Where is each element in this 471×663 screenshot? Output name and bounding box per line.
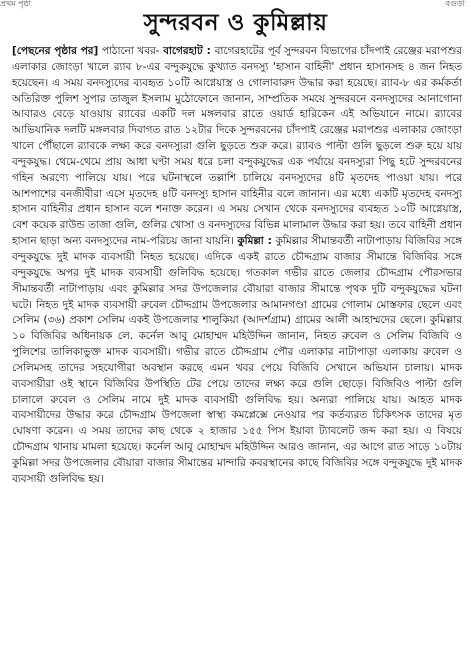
paragraph-text: বাগেরহাটের পূর্ব সুন্দরবন বিভাগের চাঁদপাই রেঞ্জের মরাপশুর এলাকার জোংড়া খালে র‌্যাব ৮-এর বন্দুকযুদ্ধে কুখ্যাত বনদস্যু 'হাসান বাহিনী' প্রধান হাসানসহ ৪ জন নিহত হয়েছেন। এ সময় বনদস্যুদের ব্যবহৃত ১০টি আগ্নেয়াস্ত্র ও গোলাবারুদ উদ্ধার করা হয়েছে। র‌্যাব-৮ এর কর্মকর্তা অতিরিক্ত পুলিশ সুপার তাজুল ইসলাম মুঠোফোনে জানান, সাম্প্রতিক সময়ে সুন্দরবনে বনদস্যুদের আনাগোনা আবারও বেড়ে যাওয়ায় র‌্যাবের একটি দল মঙ্গলবার রাতে ওয়ার্ড হারিকেন এই অভিযানে নামে। র‌্যাবের আভিযানিক দলটি মঙ্গলবার দিবাগত রাত ১২টার দিকে সুন্দরবনের চাঁদপাই রেঞ্জের মরাপশুর এলাকার জোংড়া খালে পৌঁছালে র‌্যাবকে লক্ষ্য করে বনদস্যুরা গুলি ছুড়তে শুরু করে। র‌্যাবও পাল্টা গুলি ছুড়লে শুরু হয়ে যায় বন্দুকযুদ্ধ। থেমে-থেমে প্রায় আধা ঘণ্টা সময় ধরে চলা বন্দুকযুদ্ধের এক পর্যায়ে বনদস্যুরা পিছু হটে সুন্দরবনের গহিন অরণ্যে পালিয়ে যায়। পরে ঘটনাস্থলে তল্লাশি চালিয়ে বনদস্যুদের ৪টি মৃতদেহ পাওয়া যায়। পরে আশপাশের বনজীবীরা এসে মৃতদেহ ৪টি বনদস্যু হাসান বাহিনীর বলে জানান। এর মধ্যে একটি মৃতদেহ বনদস্যু হাসান বাহিনীর প্রধান হাসান বলে শনাক্ত করেন। এ সময় সেখান থেকে বনদস্যুদের ব্যবহৃত ১০টি আগ্নেয়াস্ত্র, বেশ কয়েক রাউন্ড তাজা গুলি, গুলির খোসা ও বনদস্যুদের বিভিন্ন মালামাল উদ্ধার করা হয়। তবে বাহিনী প্রধান হাসান ছাড়া অন্য বনদস্যুদের নাম-পরিচয় জানা যায়নি।	[12, 45, 462, 248]
byline: পাঠানো খবর-	[101, 45, 164, 57]
article-body	[12, 44, 462, 656]
continuation-note: [পেছনের পৃষ্ঠার পর]	[12, 45, 99, 57]
paragraph-text: কুমিল্লার সীমান্তবর্তী নাটাপাড়ায় বিজিবির সঙ্গে বন্দুকযুদ্ধে দুই মাদক ব্যবসায়ী নিহত হয়েছে। এদিকে একই রাতে চৌদ্দগ্রাম বাজার সীমান্তে বিজিবির সঙ্গে বন্দুকযুদ্ধে অপর দুই মাদক ব্যবসায়ী গুলিবিদ্ধ হয়েছে। গতকাল গভীর রাতে জেলার চৌদ্দগ্রাম পৌরসভার সীমান্তবর্তী নাটাপাড়ায় এবং কুমিল্লার সদর উপজেলার বৌয়ারা বাজার সীমান্তে পৃথক দুটি বন্দুকযুদ্ধের ঘটনা ঘটে। নিহত দুই মাদক ব্যবসায়ী রুবেল চৌদ্দগ্রাম উপজেলার আমানগণ্ডা গ্রামের গোলাম মোস্তফার ছেলে এবং সেলিম (৩৬) প্রকাশ সেলিম একই উপজেলার শালুকিয়া (আদর্শগ্রাম) গ্রামের আলী আহাম্মদের ছেলে। কুমিল্লার ১০ বিজিবির অধিনায়ক লে. কর্নেল আবু মোহাম্মদ মহিউদ্দিন জানান, নিহত রুবেল ও সেলিম বিজিবি ও পুলিশের তালিকাভুক্ত মাদক ব্যবসায়ী। গভীর রাতে চৌদ্দগ্রাম পৌর এলাকার নাটাপাড়া এলাকায় রুবেল ও সেলিমসহ তাদের সহযোগীরা অবস্থান করছে এমন খবর পেয়ে বিজিবি সেখানে অভিযান চালায়। মাদক ব্যবসায়ীরা ওই স্থানে বিজিবির উপস্থিতি টের পেয়ে তাদের লক্ষ্য করে গুলি ছোড়ে। বিজিবিও পাল্টা গুলি চালালে রুবেল ও সেলিম নামে দুই মাদক ব্যবসায়ী গুলিবিদ্ধ হয়। অন্যরা পালিয়ে যায়। আহত মাদক ব্যবসায়ীদের উদ্ধার করে চৌদ্দগ্রাম উপজেলা স্বাস্থ্য কমপ্লেক্সে নেওয়ার পর কর্তব্যরত চিকিৎসক তাদের মৃত ঘোষণা করেন। এ সময় তাদের কাছ থেকে ২ হাজার ১৫৫ পিস ইয়াবা ট্যাবলেট জব্দ করা হয়। এ বিষয়ে চৌদ্দগ্রাম থানায় মামলা হয়েছে। কর্নেল আবু মোহাম্মদ মহিউদ্দিন আরও জানান, এর আগে রাত সাড়ে ১০টায় কুমিল্লা সদর উপজেলার বৌয়ারা বাজার সীমান্তের মান্দারি কবরস্থানের কাছে বিজিবির সঙ্গে বন্দুকযুদ্ধে দুই মাদক ব্যবসায়ী গুলিবিদ্ধ হয়।	[12, 235, 462, 485]
dateline-cumilla: কুমিল্লা :	[237, 235, 276, 248]
dateline-bagerhat: বাগেরহাট :	[163, 45, 215, 57]
article-headline: সুন্দরবন ও কুমিল্লায়	[143, 10, 328, 36]
section-label: প্রথম পৃষ্ঠা	[0, 0, 32, 8]
article-paragraph	[12, 44, 462, 488]
location-label: বগুড়া	[445, 0, 465, 8]
